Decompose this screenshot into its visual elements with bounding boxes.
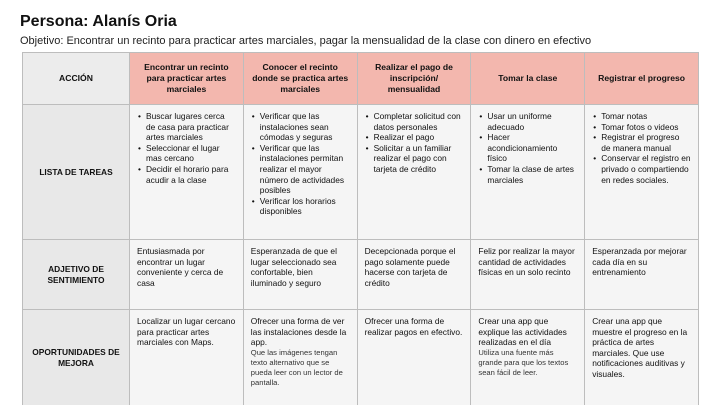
stage-header-track-progress: Registrar el progreso bbox=[585, 53, 699, 105]
stage-header-payment: Realizar el pago de inscripción/ mensualidad bbox=[357, 53, 471, 105]
tasks-cell bbox=[585, 105, 699, 240]
task-list bbox=[478, 111, 577, 185]
task-item: • Verificar que las instalaciones sean cómodas y seguras bbox=[251, 111, 350, 143]
feelings-row bbox=[23, 240, 699, 310]
tasks-cell bbox=[130, 105, 244, 240]
task-list bbox=[365, 111, 464, 175]
tasks-cell bbox=[357, 105, 471, 240]
journey-map-table bbox=[22, 52, 699, 405]
task-item: • Verificar los horarios disponibles bbox=[251, 196, 350, 217]
opportunity-cell bbox=[357, 310, 471, 405]
opportunity-note: Que las imágenes tengan texto alternativo que se pueda leer con un lector de pantalla. bbox=[250, 347, 343, 387]
opportunities-row-label: OPORTUNIDADES DE MEJORA bbox=[23, 310, 130, 405]
feeling-cell: Feliz por realizar la mayor cantidad de actividades físicas en un solo recinto bbox=[471, 240, 585, 310]
task-item: • Tomar notas bbox=[592, 111, 691, 122]
opportunity-note: Utiliza una fuente más grande para que los textos sean fácil de leer. bbox=[478, 347, 569, 377]
feeling-cell: Entusiasmada por encontrar un lugar conveniente y cerca de casa bbox=[130, 240, 244, 310]
feelings-row-label: ADJETIVO DE SENTIMIENTO bbox=[23, 240, 130, 310]
opportunity-cell bbox=[585, 310, 699, 405]
task-item: • Conservar el registro en privado o compartiendo en redes sociales. bbox=[592, 153, 691, 185]
task-item: • Decidir el horario para acudir a la clase bbox=[137, 164, 236, 185]
feeling-cell: Esperanzada de que el lugar seleccionado sea confortable, bien iluminado y seguro bbox=[243, 240, 357, 310]
opportunity-text: Crear una app que explique las actividades realizadas en el día bbox=[478, 316, 567, 348]
task-item: • Buscar lugares cerca de casa para practicar artes marciales bbox=[137, 111, 236, 143]
objective-text: Objetivo: Encontrar un recinto para practicar artes marciales, pagar la mensualidad de la clase con dinero en efectivo bbox=[20, 35, 592, 47]
action-header: ACCIÓN bbox=[23, 53, 130, 105]
stage-header-visit-venue: Conocer el recinto donde se practica artes marciales bbox=[243, 53, 357, 105]
task-item: • Verificar que las instalaciones permitan realizar el mayor número de actividades posibles bbox=[251, 143, 350, 196]
tasks-row-label: LISTA DE TAREAS bbox=[23, 105, 130, 240]
feeling-cell: Decepcionada porque el pago solamente puede hacerse con tarjeta de crédito bbox=[357, 240, 471, 310]
opportunity-text: Localizar un lugar cercano para practicar artes marciales con Maps. bbox=[137, 316, 236, 348]
opportunity-text: Ofrecer una forma de realizar pagos en efectivo. bbox=[364, 316, 463, 337]
task-item: • Seleccionar el lugar mas cercano bbox=[137, 143, 236, 164]
task-item: • Solicitar a un familiar realizar el pago con tarjeta de crédito bbox=[365, 143, 464, 175]
stage-header-take-class: Tomar la clase bbox=[471, 53, 585, 105]
stage-header-find-venue: Encontrar un recinto para practicar artes marciales bbox=[130, 53, 244, 105]
task-item: • Completar solicitud con datos personales bbox=[365, 111, 464, 132]
opportunity-cell bbox=[471, 310, 585, 405]
task-item: • Realizar el pago bbox=[365, 132, 464, 143]
opportunity-cell bbox=[130, 310, 244, 405]
tasks-cell bbox=[471, 105, 585, 240]
opportunities-row bbox=[23, 310, 699, 405]
task-list bbox=[592, 111, 691, 185]
tasks-cell bbox=[243, 105, 357, 240]
tasks-row bbox=[23, 105, 699, 240]
task-item: • Hacer acondicionamiento físico bbox=[478, 132, 577, 164]
header-row bbox=[23, 53, 699, 105]
task-item: • Usar un uniforme adecuado bbox=[478, 111, 577, 132]
opportunity-cell bbox=[243, 310, 357, 405]
feeling-cell: Esperanzada por mejorar cada día en su entrenamiento bbox=[585, 240, 699, 310]
opportunity-text: Crear una app que muestre el progreso en la práctica de artes marciales. Que use notificaciones auditivas y visuales. bbox=[592, 316, 688, 379]
task-list bbox=[251, 111, 350, 217]
task-item: • Tomar la clase de artes marciales bbox=[478, 164, 577, 185]
opportunity-text: Ofrecer una forma de ver las instalaciones desde la app. bbox=[250, 316, 347, 348]
task-list bbox=[137, 111, 236, 185]
persona-title: Persona: Alanís Oria bbox=[20, 13, 177, 30]
task-item: • Registrar el progreso de manera manual bbox=[592, 132, 691, 153]
task-item: • Tomar fotos o videos bbox=[592, 122, 691, 133]
